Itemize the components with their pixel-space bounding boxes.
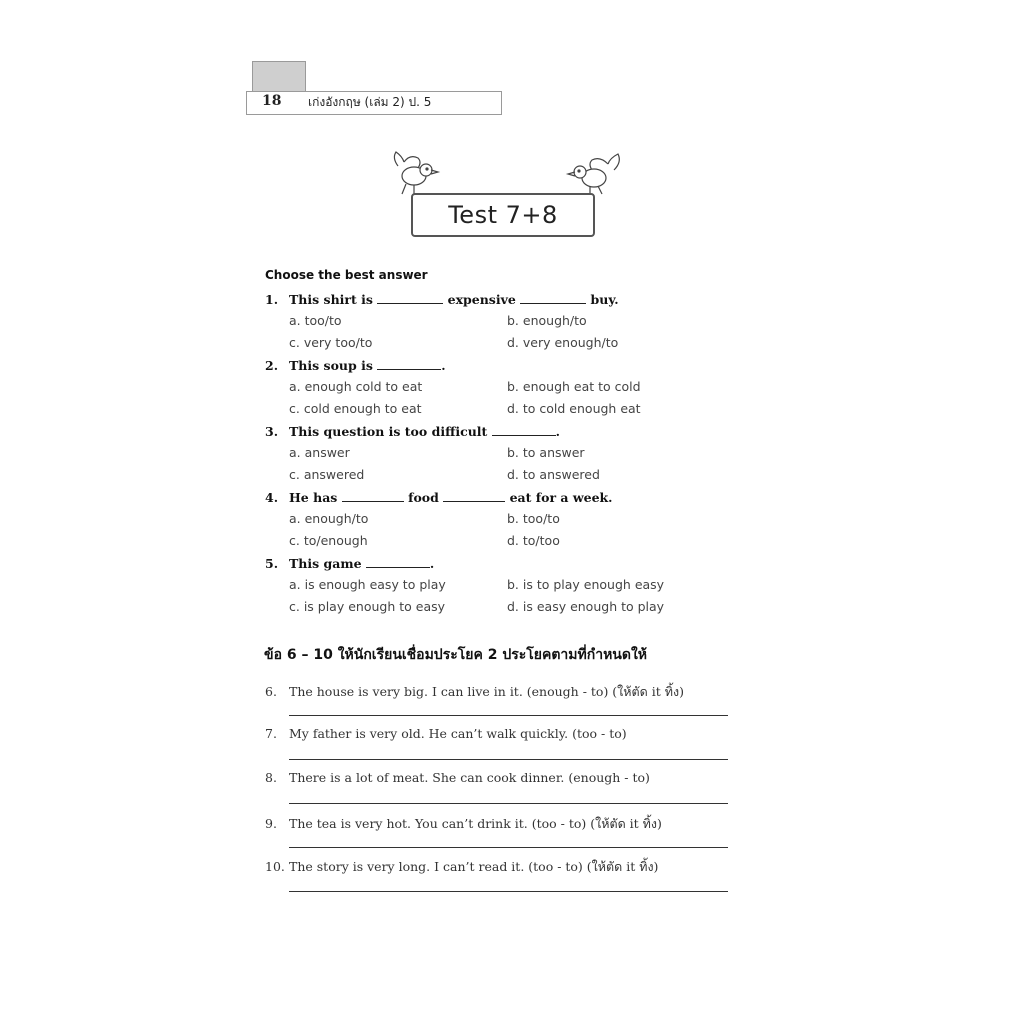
question-3: 3. This question is too difficult . [265, 424, 561, 439]
test-title: Test 7+8 [448, 201, 558, 229]
option: d. to cold enough eat [507, 401, 641, 416]
answer-line [289, 759, 728, 760]
answer-line [289, 847, 728, 848]
answer-blank [342, 489, 404, 502]
section-title: ข้อ 6 – 10 ให้นักเรียนเชื่อมประโยค 2 ประโยคตามที่กำหนดให้ [264, 647, 648, 663]
answer-blank [520, 291, 586, 304]
exercise-8: 8. There is a lot of meat. She can cook dinner. (enough - to) [265, 770, 650, 785]
answer-line [289, 715, 728, 716]
option: c. answered [289, 467, 365, 482]
answer-blank [377, 357, 441, 370]
question-4: 4. He has food eat for a week. [265, 490, 613, 505]
header-tab [252, 61, 306, 93]
answer-blank [443, 489, 505, 502]
exercise-6: 6. The house is very big. I can live in it. (enough - to) (ให้ตัด it ทิ้ง) [265, 684, 684, 699]
option: a. enough/to [289, 511, 369, 526]
option: a. too/to [289, 313, 342, 328]
exercise-9: 9. The tea is very hot. You can’t drink it. (too - to) (ให้ตัด it ทิ้ง) [265, 816, 662, 831]
option: a. answer [289, 445, 350, 460]
question-5: 5. This game . [265, 556, 435, 571]
answer-line [289, 891, 728, 892]
question-2: 2. This soup is . [265, 358, 446, 373]
option: a. enough cold to eat [289, 379, 423, 394]
option: c. to/enough [289, 533, 368, 548]
option: c. is play enough to easy [289, 599, 446, 614]
option: d. is easy enough to play [507, 599, 665, 614]
answer-blank [366, 555, 430, 568]
instruction: Choose the best answer [265, 268, 428, 282]
option: d. very enough/to [507, 335, 619, 350]
exercise-7: 7. My father is very old. He can’t walk quickly. (too - to) [265, 726, 627, 741]
option: a. is enough easy to play [289, 577, 446, 592]
option: b. is to play enough easy [507, 577, 665, 592]
option: b. enough eat to cold [507, 379, 641, 394]
answer-line [289, 803, 728, 804]
option: d. to/too [507, 533, 560, 548]
question-1: 1. This shirt is expensive buy. [265, 292, 619, 307]
option: b. to answer [507, 445, 585, 460]
birds-illustration [388, 148, 624, 198]
option: d. to answered [507, 467, 600, 482]
answer-blank [492, 423, 556, 436]
page-number: 18 [262, 93, 282, 109]
option: b. too/to [507, 511, 560, 526]
exercise-10: 10. The story is very long. I can’t read it. (too - to) (ให้ตัด it ทิ้ง) [265, 859, 659, 874]
test-title-box [411, 193, 595, 237]
option: c. cold enough to eat [289, 401, 422, 416]
option: b. enough/to [507, 313, 587, 328]
book-title: เก่งอังกฤษ (เล่ม 2) ป. 5 [308, 95, 432, 109]
option: c. very too/to [289, 335, 373, 350]
answer-blank [377, 291, 443, 304]
